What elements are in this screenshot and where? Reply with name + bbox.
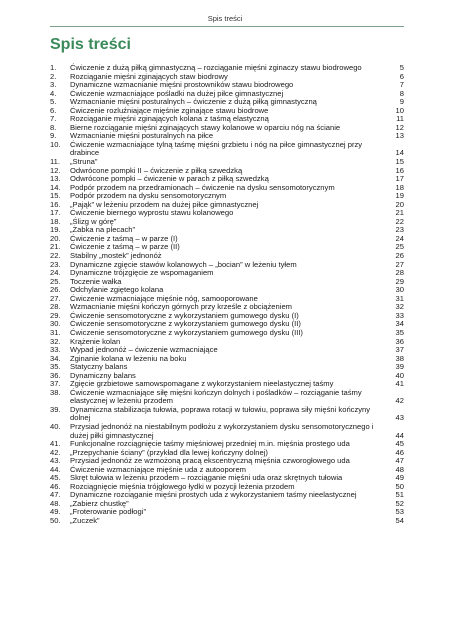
toc-entry-page: 19 [395, 191, 404, 201]
toc-entry-number: 6. [50, 105, 57, 115]
toc-entry-number: 32. [50, 336, 61, 346]
toc-entry-title: „Zuczek” [70, 515, 100, 525]
toc-entry-page: 10 [395, 105, 404, 115]
toc-entry-page: 18 [395, 182, 404, 192]
toc-entry-number: 14. [50, 182, 61, 192]
toc-entry-page: 31 [395, 293, 404, 303]
toc-entry-number: 24. [50, 268, 61, 278]
toc-entry-number: 45. [50, 473, 61, 483]
toc-entry-page: 33 [395, 310, 404, 320]
toc-entry-title: „Ślizg w górę” [70, 216, 117, 226]
toc-entry-title: Ćwiczenie sensomotoryczne z wykorzystaniem gumowego dysku (II) [70, 319, 301, 329]
toc-entry-title: „Pająk” w leżeniu przodem na dużej piłce gimnastycznej [70, 199, 259, 209]
toc-entry [50, 423, 404, 440]
toc-entry-title: Bierne rozciąganie mięśni zginających stawy kolanowe w oparciu nóg na ścianie [70, 122, 341, 132]
toc-entry-number: 19. [50, 225, 61, 235]
toc-entry [50, 141, 404, 158]
toc-entry-page: 11 [396, 114, 404, 124]
toc-entry-title: Dynamiczna stabilizacja tułowia, poprawa rotacji w tułowiu, poprawa siły mięśni kończyny dolnej [70, 404, 371, 423]
toc-entry-title: Dynamiczne wzmacnianie mięśni prostowników stawu biodrowego [70, 80, 294, 90]
toc-entry-number: 46. [50, 481, 61, 491]
toc-entry-title: Ćwiczenie rozluźniające mięśnie zginające stawu biodrowe [70, 105, 269, 115]
toc-entry-title: Podpór przodem na przedramionach – ćwiczenie na dysku sensomotorycznym [70, 182, 335, 192]
toc-entry-title: Przysiad jednonóż na niestabilnym podłożu z wykorzystaniem dysku sensomotorycznego i dużej piłki gimnastycznej [70, 421, 374, 440]
toc-entry-page: 44 [395, 430, 404, 440]
toc-entry-page: 9 [399, 97, 404, 107]
toc-entry-title: Skręt tułowia w leżeniu przodem – rozciąganie mięśni uda oraz skrętnych tułowia [70, 473, 343, 483]
toc-entry-number: 37. [50, 379, 61, 389]
toc-entry-number: 17. [50, 208, 61, 218]
toc-entry-number: 21. [50, 242, 61, 252]
toc-entry-page: 23 [395, 225, 404, 235]
toc-entry-title: Ćwiczenie z dużą piłką gimnastyczną – rozciąganie mięśni zginaczy stawu biodrowego [70, 63, 362, 72]
toc-entry-title: Funkcjonalne rozciągnięcie taśmy mięśniowej przedniej m.in. mięśnia prostego uda [70, 439, 350, 449]
toc-entry-page: 5 [399, 63, 404, 72]
toc-entry-title: Ćwiczenie z taśmą – w parze (I) [70, 233, 178, 243]
toc-entry-page: 24 [395, 233, 404, 243]
toc-entry-title: Odwrócone pompki – ćwiczenie w parach z piłką szwedzką [70, 174, 269, 184]
toc-entry-page: 15 [395, 157, 404, 167]
toc-entry-page: 16 [395, 165, 404, 175]
toc-entry-page: 21 [395, 208, 404, 218]
toc-entry-page: 28 [395, 268, 404, 278]
page-title: Spis treści [50, 36, 131, 53]
toc-entry [50, 508, 404, 517]
toc-entry-page: 53 [395, 507, 404, 517]
toc-entry-number: 44. [50, 464, 61, 474]
toc-entry-page: 47 [395, 456, 404, 466]
toc-entry-title: Ćwiczenie sensomotoryczne z wykorzystaniem gumowego dysku (III) [70, 327, 303, 337]
toc-entry-title: Wzmacnianie mięśni posturalnych na piłce [70, 131, 214, 141]
toc-entry-page: 40 [395, 370, 404, 380]
toc-entry-title: Ćwiczenie wzmacniające tylną taśmę mięśni grzbietu i nóg na piłce gimnastycznej przy drabince [70, 139, 363, 158]
table-of-contents [50, 64, 404, 526]
toc-entry-page: 34 [395, 319, 404, 329]
toc-entry-page: 35 [395, 327, 404, 337]
toc-entry-title: „Przepychanie ściany” (przykład dla lewej kończyny dolnej) [70, 447, 268, 457]
toc-entry-title: Dynamiczne zgięcie stawów kolanowych – „bocian” w leżeniu tyłem [70, 259, 297, 269]
toc-entry-title: Toczenie wałka [70, 276, 122, 286]
toc-entry-number: 13. [50, 174, 61, 184]
toc-entry-page: 29 [395, 276, 404, 286]
toc-entry-page: 41 [395, 379, 404, 389]
toc-entry-title: Podpór przodem na dysku sensomotorycznym [70, 191, 227, 201]
toc-entry-title: Rozciąganie mięśni zginających staw biodrowy [70, 71, 228, 81]
toc-entry-page: 12 [395, 122, 404, 132]
toc-entry-number: 2. [50, 71, 57, 81]
toc-entry-page: 17 [395, 174, 404, 184]
toc-entry-page: 46 [395, 447, 404, 457]
toc-entry-title: „Froterowanie podłogi” [70, 507, 146, 517]
toc-entry-page: 39 [395, 362, 404, 372]
toc-entry-title: Ćwiczenie wzmacniające mięśnie nóg, samooporowane [70, 293, 258, 303]
toc-entry-page: 20 [395, 199, 404, 209]
toc-entry-number: 25. [50, 276, 61, 286]
toc-entry-title: Statyczny balans [70, 362, 128, 372]
toc-entry-number: 4. [50, 88, 57, 98]
toc-entry-page: 37 [395, 345, 404, 355]
toc-entry-title: „Zabierz chustkę” [70, 498, 129, 508]
toc-entry-title: Ćwiczenie z taśmą – w parze (II) [70, 242, 180, 252]
header-divider [50, 26, 404, 27]
toc-entry-title: Przysiad jednonóż ze wzmożoną pracą ekscentryczną mięśnia czworogłowego uda [70, 456, 350, 466]
toc-entry-number: 36. [50, 370, 61, 380]
toc-entry [50, 389, 404, 406]
toc-entry-number: 49. [50, 507, 61, 517]
toc-entry-number: 22. [50, 251, 61, 261]
toc-entry-title: Dynamiczne rozciąganie mięśni prostych uda z wykorzystaniem taśmy nieelastycznej [70, 490, 357, 500]
toc-entry-number: 43. [50, 456, 61, 466]
toc-entry-page: 7 [399, 80, 404, 90]
toc-entry-number: 29. [50, 310, 61, 320]
toc-entry-number: 35. [50, 362, 61, 372]
toc-entry-page: 48 [395, 464, 404, 474]
toc-entry-number: 48. [50, 498, 61, 508]
toc-entry-page: 6 [399, 71, 404, 81]
toc-entry-number: 1. [50, 63, 57, 72]
toc-entry-title: Rozciąganie mięśni zginających kolana z taśmą elastyczną [70, 114, 269, 124]
toc-entry-number: 47. [50, 490, 61, 500]
toc-entry-number: 3. [50, 80, 57, 90]
toc-entry-title: Ćwiczenie wzmacniające pośladki na dużej piłce gimnastycznej [70, 88, 284, 98]
toc-entry-page: 36 [395, 336, 404, 346]
toc-entry-page: 45 [395, 439, 404, 449]
toc-entry-page: 14 [395, 148, 404, 158]
toc-entry-title: Ćwiczenie sensomotoryczne z wykorzystaniem gumowego dysku (I) [70, 310, 299, 320]
toc-entry-number: 20. [50, 233, 61, 243]
toc-entry-number: 38. [50, 387, 61, 397]
toc-entry [50, 406, 404, 423]
toc-entry-number: 8. [50, 122, 57, 132]
toc-entry-page: 13 [395, 131, 404, 141]
toc-entry-number: 42. [50, 447, 61, 457]
toc-entry-title: Dynamiczny balans [70, 370, 136, 380]
toc-entry-page: 52 [395, 498, 404, 508]
toc-entry-title: „Żabka na plecach” [70, 225, 136, 235]
toc-entry-page: 8 [399, 88, 404, 98]
toc-entry-number: 40. [50, 421, 61, 431]
toc-entry-title: Odchylanie zgiętego kolana [70, 285, 164, 295]
toc-entry-number: 27. [50, 293, 61, 303]
toc-entry-title: Zgięcie grzbietowe samowspomagane z wykorzystaniem nieelastycznej taśmy [70, 379, 334, 389]
toc-entry-number: 50. [50, 515, 61, 525]
toc-entry-page: 50 [395, 481, 404, 491]
toc-entry-page: 22 [395, 216, 404, 226]
toc-entry-number: 18. [50, 216, 61, 226]
toc-entry-page: 49 [395, 473, 404, 483]
toc-entry-title: Wzmacnianie mięśni kończyn górnych przy krześle z obciążeniem [70, 302, 292, 312]
toc-entry-title: Krążenie kolan [70, 336, 121, 346]
toc-entry-number: 30. [50, 319, 61, 329]
toc-entry-page: 43 [395, 413, 404, 423]
toc-entry-title: Odwrócone pompki II – ćwiczenie z piłką szwedzką [70, 165, 243, 175]
toc-entry-title: Dynamiczne trójzgięcie ze wspomaganiem [70, 268, 214, 278]
toc-entry-number: 31. [50, 327, 61, 337]
toc-entry-number: 7. [50, 114, 57, 124]
toc-entry-number: 34. [50, 353, 61, 363]
running-header: Spis treści [207, 14, 243, 23]
toc-entry-number: 26. [50, 285, 61, 295]
toc-entry-title: Wzmacnianie mięśni posturalnych – ćwiczenie z dużą piłką gimnastyczną [70, 97, 317, 107]
toc-entry-title: Rozciągnięcie mięśnia trójgłowego łydki w pozycji leżenia przodem [70, 481, 295, 491]
toc-entry-number: 33. [50, 345, 61, 355]
toc-entry-page: 30 [395, 285, 404, 295]
toc-entry [50, 517, 404, 526]
toc-entry-number: 16. [50, 199, 61, 209]
toc-entry-number: 12. [50, 165, 61, 175]
toc-entry-title: Ćwiczenie wzmacniające mięśnie uda z autooporem [70, 464, 247, 474]
toc-entry-page: 27 [395, 259, 404, 269]
toc-entry-number: 9. [50, 131, 57, 141]
toc-entry-page: 54 [395, 515, 404, 525]
toc-entry-number: 10. [50, 139, 61, 149]
toc-entry-page: 38 [395, 353, 404, 363]
toc-entry-title: Ćwiczenie biernego wyprostu stawu kolanowego [70, 208, 234, 218]
toc-entry-page: 25 [395, 242, 404, 252]
toc-entry-number: 15. [50, 191, 61, 201]
toc-entry-title: „Struna” [70, 157, 98, 167]
toc-entry-page: 51 [395, 490, 404, 500]
toc-entry-number: 39. [50, 404, 61, 414]
toc-entry-number: 41. [50, 439, 61, 449]
toc-entry-title: Ćwiczenie wzmacniające siłę mięśni kończyn dolnych i pośladków – rozciąganie taśmy elastycznej w leżeniu przodem [70, 387, 362, 406]
toc-entry-title: Zginanie kolana w leżeniu na boku [70, 353, 187, 363]
toc-entry-page: 26 [395, 251, 404, 261]
toc-entry-number: 5. [50, 97, 57, 107]
toc-entry-number: 11. [50, 157, 60, 167]
toc-entry-page: 42 [395, 396, 404, 406]
toc-entry-number: 23. [50, 259, 61, 269]
toc-entry-title: Wypad jednonóż – ćwiczenie wzmacniające [70, 345, 218, 355]
toc-entry-number: 28. [50, 302, 61, 312]
toc-entry-title: Stabilny „mostek” jednonóż [70, 251, 162, 261]
toc-entry-page: 32 [395, 302, 404, 312]
